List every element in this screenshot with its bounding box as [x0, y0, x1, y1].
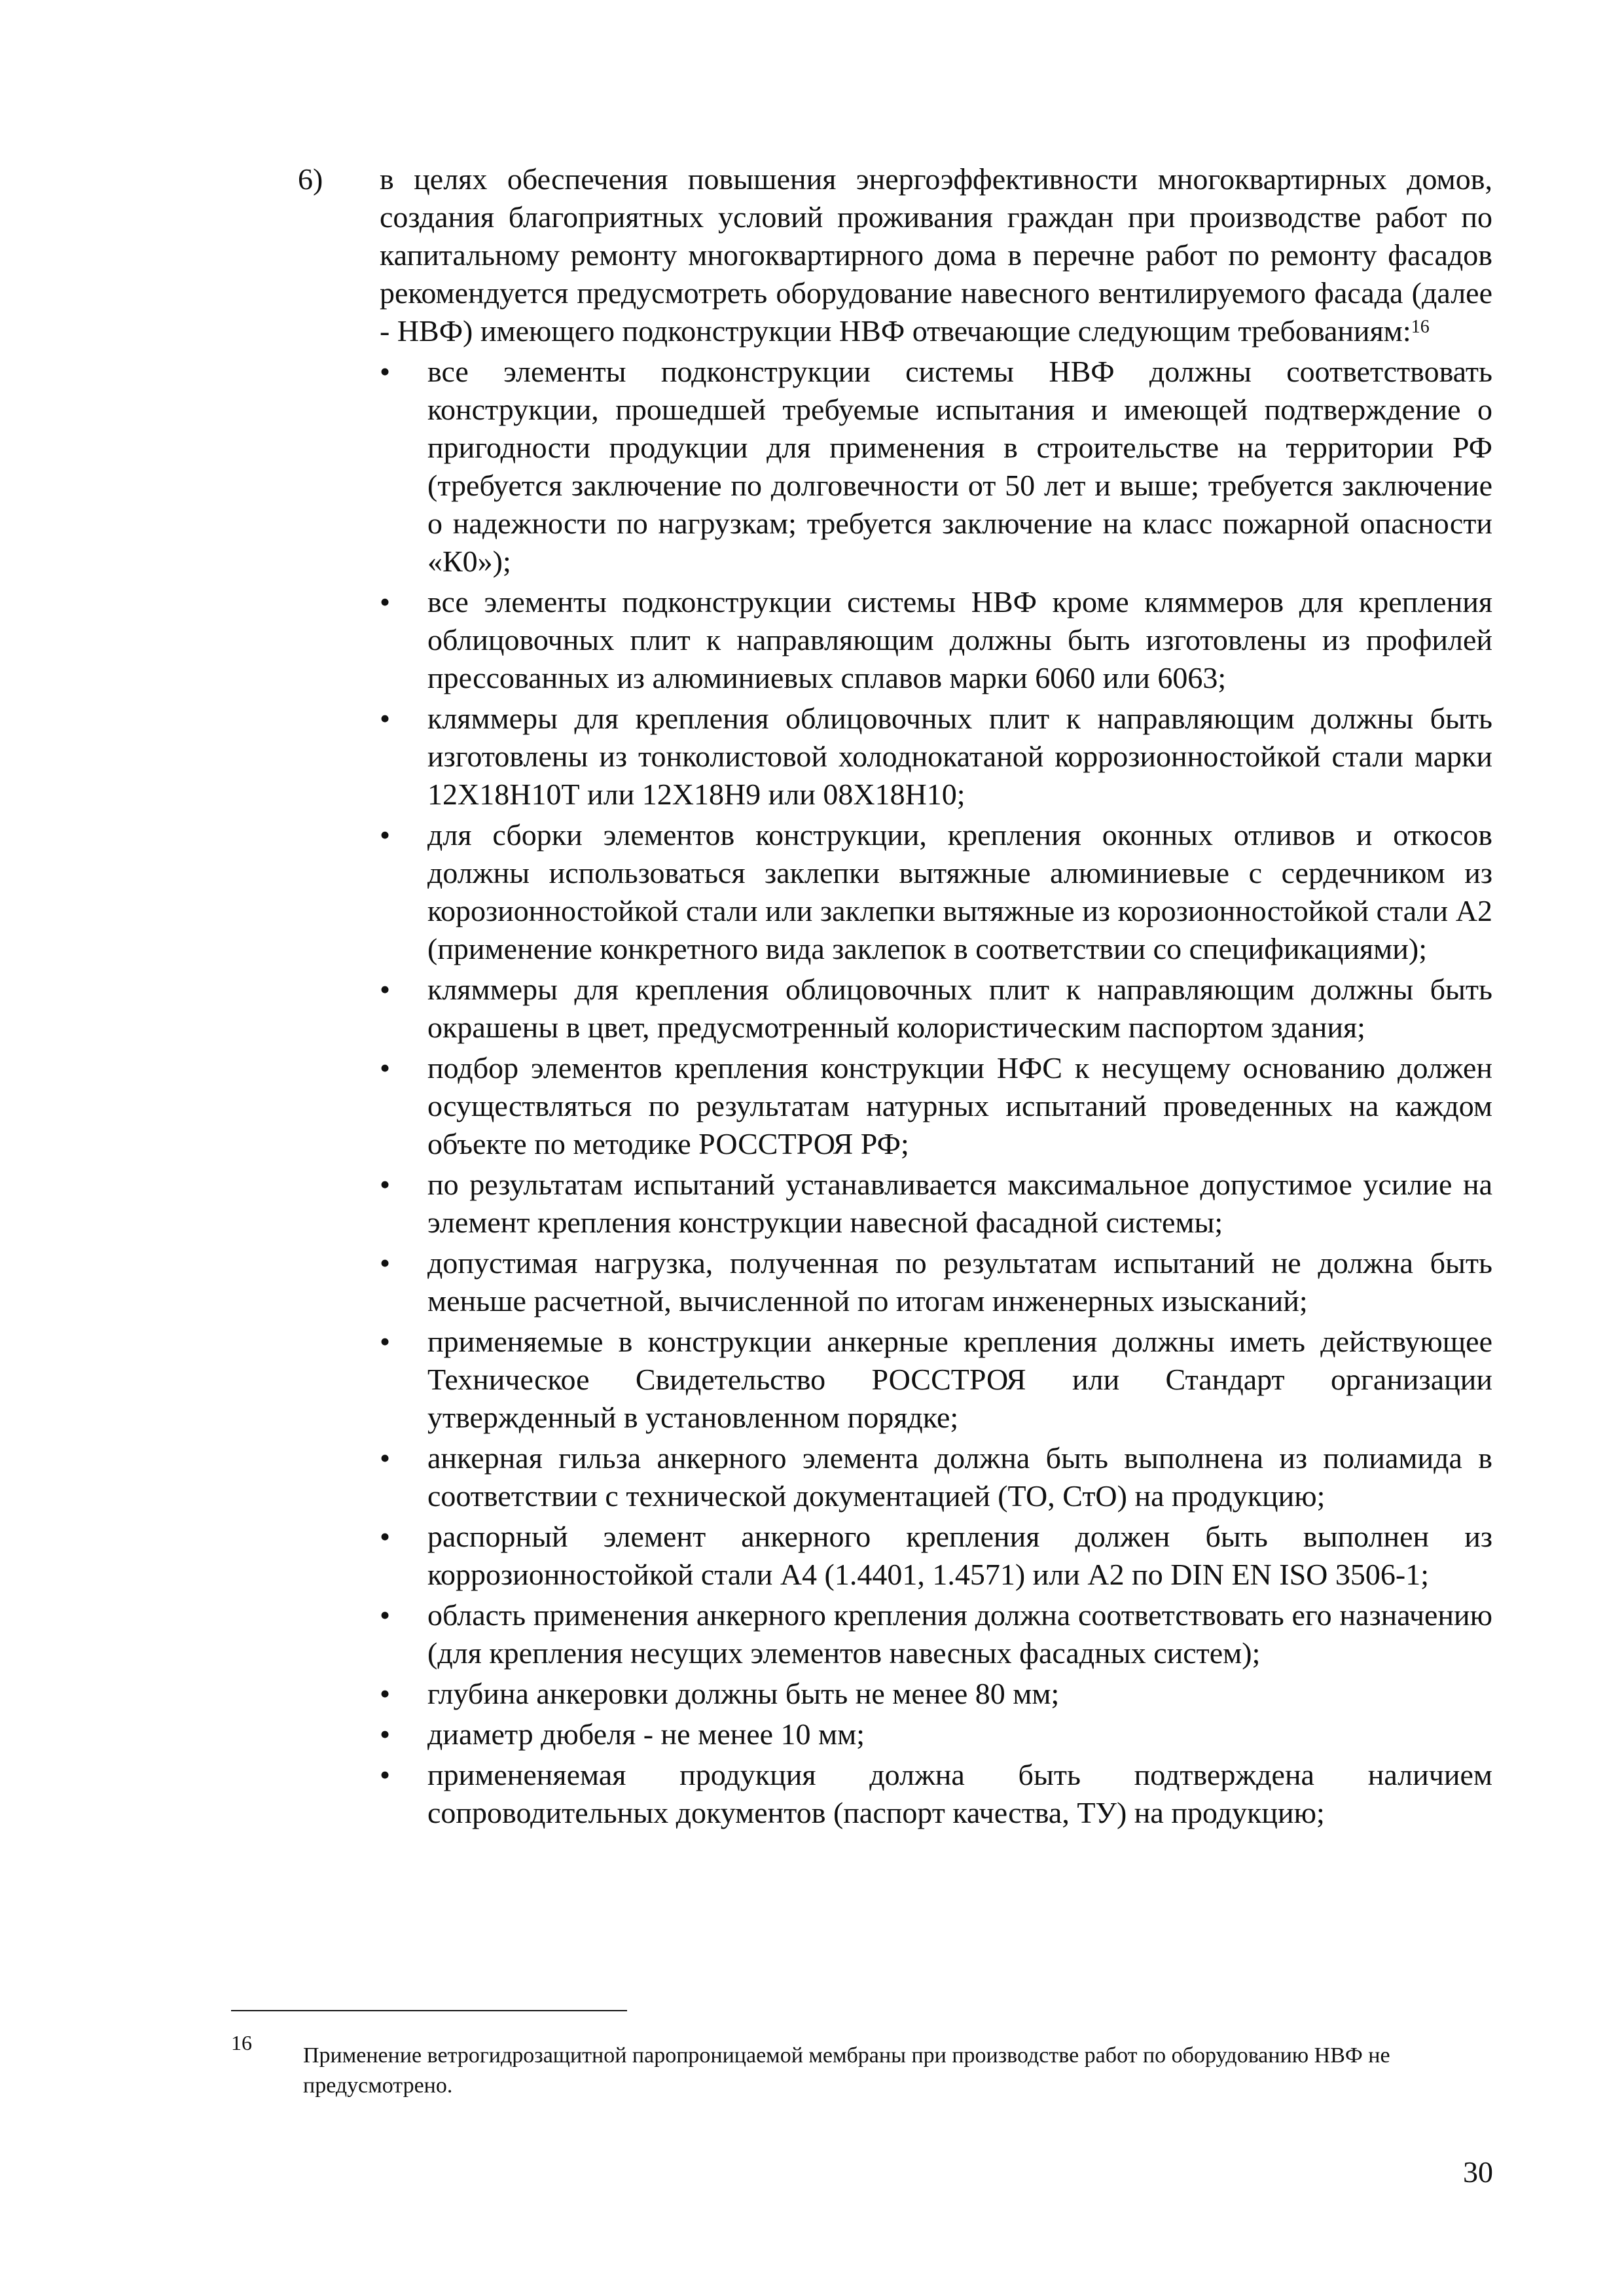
bullet-item: [380, 1439, 1492, 1515]
bullet-icon: •: [380, 355, 391, 388]
bullet-icon: •: [380, 1717, 391, 1751]
bullet-item: [380, 1518, 1492, 1594]
bullet-text: для сборки элементов конструкции, крепления оконных отливов и откосов должны использоваться заклепки вытяжные алюминиевые с сердечником из корозионностойкой стали или заклепки вытяжные из корозионностойкой стали А2 (применение конкретного вида заклепок в соответствии со спецификациями);: [427, 818, 1492, 965]
bullet-text: анкерная гильза анкерного элемента должна быть выполнена из полиамида в соответствии с технической документацией (ТО, СтО) на продукцию;: [427, 1441, 1492, 1513]
bullet-text: кляммеры для крепления облицовочных плит к направляющим должны быть изготовлены из тонколистовой холоднокатаной коррозионностойкой стали марки 12Х18Н10Т или 12Х18Н9 или 08Х18Н10;: [427, 702, 1492, 811]
bullet-item: [380, 1715, 1492, 1753]
bullet-item: [380, 971, 1492, 1047]
page-number: 30: [1463, 2155, 1493, 2189]
bullet-text: допустимая нагрузка, полученная по результатам испытаний не должна быть меньше расчетной, вычисленной по итогам инженерных изысканий;: [427, 1246, 1492, 1318]
bullet-item: [380, 1049, 1492, 1163]
bullet-icon: •: [380, 1598, 391, 1632]
bullet-item: [380, 353, 1492, 581]
bullet-text: применяемые в конструкции анкерные крепления должны иметь действующее Техническое Свидетельство РОССТРОЯ или Стандарт организации утвержденный в установленном порядке;: [427, 1325, 1492, 1434]
bullet-icon: •: [380, 1758, 391, 1791]
bullet-text: распорный элемент анкерного крепления должен быть выполнен из коррозионностойкой стали А4 (1.4401, 1.4571) или А2 по DIN EN ISO 3506-1;: [427, 1520, 1492, 1591]
bullet-item: [380, 1166, 1492, 1242]
bullet-icon: •: [380, 818, 391, 852]
footnote-text: Применение ветрогидрозащитной паропроницаемой мембраны при производстве работ по оборудованию НВФ не предусмотрено.: [303, 2043, 1390, 2098]
requirements-list: [380, 353, 1492, 1832]
bullet-item: [380, 1596, 1492, 1672]
bullet-icon: •: [380, 973, 391, 1006]
bullet-icon: •: [380, 1677, 391, 1710]
bullet-text: примененяемая продукция должна быть подтверждена наличием сопроводительных документов (паспорт качества, ТУ) на продукцию;: [427, 1758, 1492, 1829]
bullet-icon: •: [380, 1246, 391, 1280]
bullet-text: подбор элементов крепления конструкции НФС к несущему основанию должен осуществляться по результатам натурных испытаний проведенных на каждом объекте по методике РОССТРОЯ РФ;: [427, 1051, 1492, 1160]
footnote-reference[interactable]: 16: [1411, 317, 1430, 337]
bullet-text: по результатам испытаний устанавливается максимальное допустимое усилие на элемент крепления конструкции навесной фасадной системы;: [427, 1168, 1492, 1239]
bullet-item: [380, 583, 1492, 697]
item-intro: [380, 160, 1492, 350]
bullet-text: кляммеры для крепления облицовочных плит к направляющим должны быть окрашены в цвет, предусмотренный колористическим паспортом здания;: [427, 973, 1492, 1044]
bullet-icon: •: [380, 585, 391, 619]
bullet-icon: •: [380, 702, 391, 735]
footnote-divider: [231, 2010, 627, 2011]
bullet-text: область применения анкерного крепления должна соответствовать его назначению (для крепления несущих элементов навесных фасадных систем);: [427, 1598, 1492, 1670]
bullet-item: [380, 1675, 1492, 1713]
bullet-item: [380, 1244, 1492, 1320]
footnote-mark: 16: [231, 2031, 252, 2054]
bullet-text: диаметр дюбеля - не менее 10 мм;: [427, 1717, 865, 1751]
bullet-icon: •: [380, 1520, 391, 1553]
bullet-text: все элементы подконструкции системы НВФ кроме кляммеров для крепления облицовочных плит к направляющим должны быть изготовлены из профилей прессованных из алюминиевых сплавов марки 6060 или 6063;: [427, 585, 1492, 694]
item-intro-text: в целях обеспечения повышения энергоэффективности многоквартирных домов, создания благоприятных условий проживания граждан при производстве работ по капитальному ремонту многоквартирного дома в перечне работ по ремонту фасадов рекомендуется предусмотреть оборудование навесного вентилируемого фасада (далее - НВФ) имеющего подконструкции НВФ отвечающие следующим требованиям:: [380, 162, 1492, 348]
item-number: 6): [298, 162, 323, 196]
bullet-icon: •: [380, 1168, 391, 1201]
footnote: [231, 2029, 1475, 2101]
list-item-6: [298, 160, 1492, 1835]
bullet-item: [380, 816, 1492, 968]
bullet-item: [380, 700, 1492, 814]
bullet-text: глубина анкеровки должны быть не менее 80 мм;: [427, 1677, 1060, 1710]
bullet-icon: •: [380, 1051, 391, 1085]
bullet-icon: •: [380, 1441, 391, 1475]
bullet-text: все элементы подконструкции системы НВФ должны соответствовать конструкции, прошедшей требуемые испытания и имеющей подтверждение о пригодности продукции для применения в строительстве на территории РФ (требуется заключение по долговечности от 50 лет и выше; требуется заключение о надежности по нагрузкам; требуется заключение на класс пожарной опасности «К0»);: [427, 355, 1492, 578]
bullet-icon: •: [380, 1325, 391, 1358]
bullet-item: [380, 1323, 1492, 1437]
bullet-item: [380, 1756, 1492, 1832]
